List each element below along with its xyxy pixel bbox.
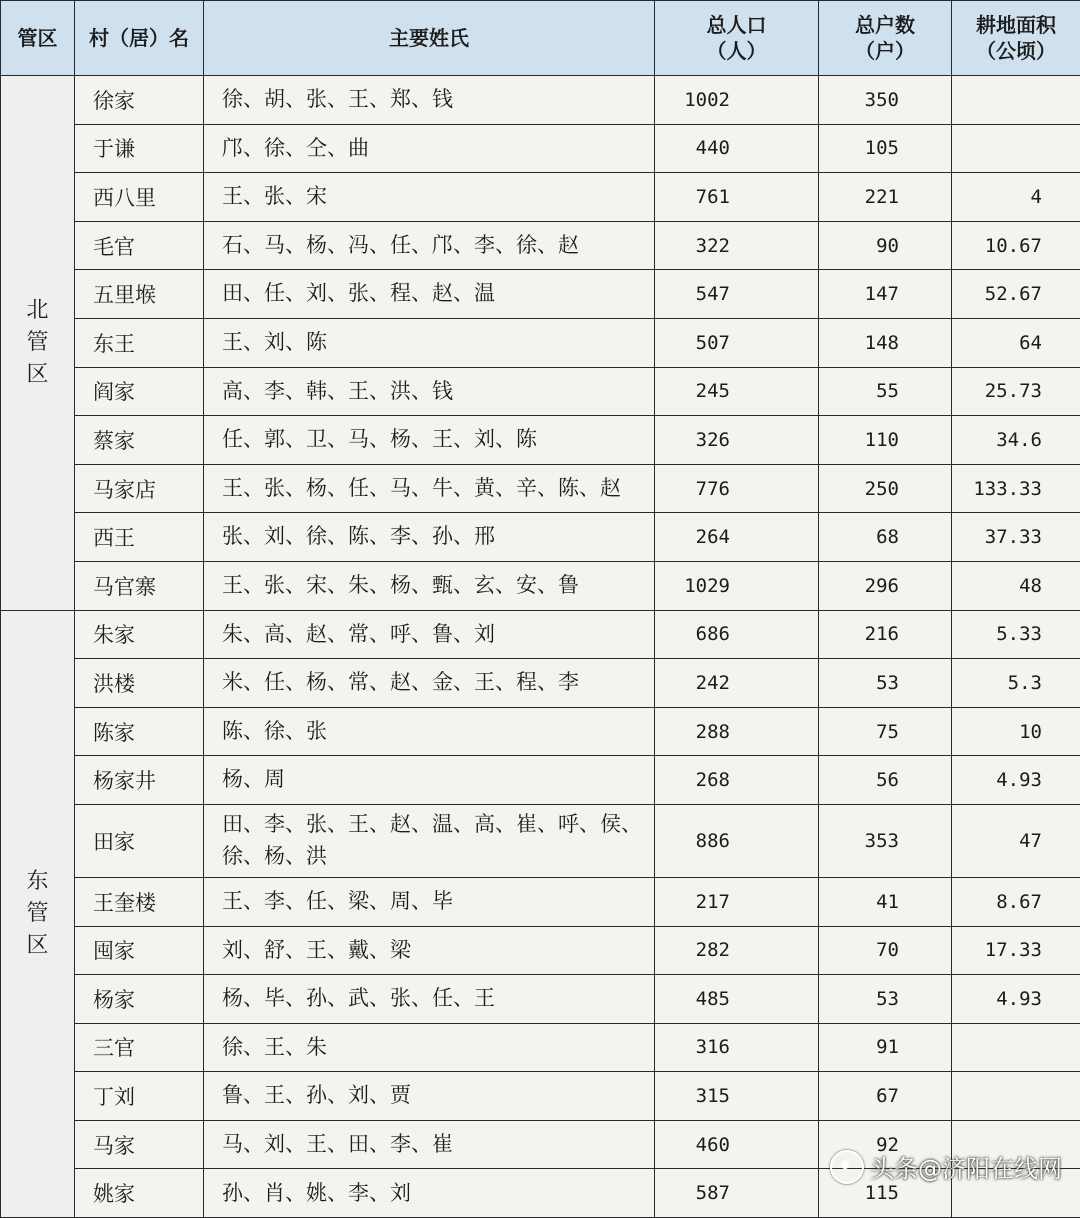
surnames-cell: 米、任、杨、常、赵、金、王、程、李 bbox=[204, 659, 655, 708]
households-cell: 105 bbox=[819, 124, 952, 173]
households-cell: 115 bbox=[819, 1169, 952, 1218]
table-row bbox=[1, 707, 1080, 756]
village-cell: 丁刘 bbox=[75, 1072, 204, 1121]
village-cell: 三官 bbox=[75, 1023, 204, 1072]
households-cell: 41 bbox=[819, 877, 952, 926]
population-cell: 245 bbox=[655, 367, 819, 416]
village-cell: 西八里 bbox=[75, 173, 204, 222]
table-row bbox=[1, 804, 1080, 877]
population-cell: 1002 bbox=[655, 76, 819, 125]
population-cell: 264 bbox=[655, 513, 819, 562]
area-cell: 17.33 bbox=[952, 926, 1080, 975]
watermark bbox=[830, 1149, 1062, 1184]
surnames-cell: 徐、王、朱 bbox=[204, 1023, 655, 1072]
surnames-cell: 刘、舒、王、戴、梁 bbox=[204, 926, 655, 975]
village-cell: 马官寨 bbox=[75, 561, 204, 610]
population-cell: 316 bbox=[655, 1023, 819, 1072]
village-cell: 洪楼 bbox=[75, 659, 204, 708]
households-cell: 53 bbox=[819, 975, 952, 1024]
population-cell: 326 bbox=[655, 416, 819, 465]
table-row bbox=[1, 877, 1080, 926]
surnames-cell: 石、马、杨、冯、任、邝、李、徐、赵 bbox=[204, 221, 655, 270]
surnames-cell: 杨、毕、孙、武、张、任、王 bbox=[204, 975, 655, 1024]
population-cell: 322 bbox=[655, 221, 819, 270]
population-cell: 440 bbox=[655, 124, 819, 173]
population-cell: 288 bbox=[655, 707, 819, 756]
village-cell: 徐家 bbox=[75, 76, 204, 125]
village-cell: 于谦 bbox=[75, 124, 204, 173]
district-char: 北 bbox=[26, 295, 50, 327]
table-row bbox=[1, 318, 1080, 367]
area-cell: 4.93 bbox=[952, 756, 1080, 805]
table-row bbox=[1, 124, 1080, 173]
surnames-cell: 王、刘、陈 bbox=[204, 318, 655, 367]
table-row bbox=[1, 221, 1080, 270]
table-row bbox=[1, 756, 1080, 805]
header-district: 管区 bbox=[1, 1, 75, 76]
households-cell: 68 bbox=[819, 513, 952, 562]
village-cell: 毛官 bbox=[75, 221, 204, 270]
table-row bbox=[1, 367, 1080, 416]
population-cell: 587 bbox=[655, 1169, 819, 1218]
households-cell: 92 bbox=[819, 1120, 952, 1169]
area-cell: 4 bbox=[952, 173, 1080, 222]
table-row bbox=[1, 1023, 1080, 1072]
surnames-cell: 邝、徐、仝、曲 bbox=[204, 124, 655, 173]
surnames-cell: 陈、徐、张 bbox=[204, 707, 655, 756]
table-row bbox=[1, 610, 1080, 659]
district-name bbox=[26, 866, 50, 962]
village-cell: 蔡家 bbox=[75, 416, 204, 465]
village-cell: 田家 bbox=[75, 804, 204, 877]
households-cell: 148 bbox=[819, 318, 952, 367]
district-char: 管 bbox=[26, 327, 50, 359]
district-char: 区 bbox=[26, 359, 50, 391]
surnames-cell: 任、郭、卫、马、杨、王、刘、陈 bbox=[204, 416, 655, 465]
surnames-cell: 王、张、杨、任、马、牛、黄、辛、陈、赵 bbox=[204, 464, 655, 513]
area-cell bbox=[952, 1023, 1080, 1072]
district-char: 管 bbox=[26, 898, 50, 930]
households-cell: 350 bbox=[819, 76, 952, 125]
population-cell: 547 bbox=[655, 270, 819, 319]
village-cell: 囤家 bbox=[75, 926, 204, 975]
surnames-cell: 高、李、韩、王、洪、钱 bbox=[204, 367, 655, 416]
header-area: 耕地面积 （公顷） bbox=[952, 1, 1080, 76]
households-cell: 221 bbox=[819, 173, 952, 222]
area-cell bbox=[952, 1072, 1080, 1121]
district-char: 区 bbox=[26, 930, 50, 962]
area-cell bbox=[952, 76, 1080, 125]
area-cell: 34.6 bbox=[952, 416, 1080, 465]
village-cell: 王奎楼 bbox=[75, 877, 204, 926]
area-cell: 37.33 bbox=[952, 513, 1080, 562]
population-cell: 886 bbox=[655, 804, 819, 877]
village-cell: 杨家井 bbox=[75, 756, 204, 805]
surnames-cell: 孙、肖、姚、李、刘 bbox=[204, 1169, 655, 1218]
households-cell: 110 bbox=[819, 416, 952, 465]
area-cell: 8.67 bbox=[952, 877, 1080, 926]
population-cell: 485 bbox=[655, 975, 819, 1024]
area-cell: 5.3 bbox=[952, 659, 1080, 708]
area-cell: 64 bbox=[952, 318, 1080, 367]
area-cell: 25.73 bbox=[952, 367, 1080, 416]
population-cell: 242 bbox=[655, 659, 819, 708]
households-cell: 147 bbox=[819, 270, 952, 319]
village-cell: 马家店 bbox=[75, 464, 204, 513]
table-body bbox=[1, 76, 1080, 1218]
surnames-cell: 王、张、宋、朱、杨、甄、玄、安、鲁 bbox=[204, 561, 655, 610]
area-cell: 47 bbox=[952, 804, 1080, 877]
village-cell: 陈家 bbox=[75, 707, 204, 756]
households-cell: 91 bbox=[819, 1023, 952, 1072]
households-cell: 67 bbox=[819, 1072, 952, 1121]
area-cell: 133.33 bbox=[952, 464, 1080, 513]
surnames-cell: 张、刘、徐、陈、李、孙、邢 bbox=[204, 513, 655, 562]
households-cell: 90 bbox=[819, 221, 952, 270]
table-row bbox=[1, 1072, 1080, 1121]
population-cell: 282 bbox=[655, 926, 819, 975]
table-row bbox=[1, 76, 1080, 125]
population-cell: 761 bbox=[655, 173, 819, 222]
households-cell: 216 bbox=[819, 610, 952, 659]
surnames-cell: 朱、高、赵、常、呼、鲁、刘 bbox=[204, 610, 655, 659]
table-row bbox=[1, 416, 1080, 465]
households-cell: 53 bbox=[819, 659, 952, 708]
watermark-text: 头条@济阳在线网 bbox=[870, 1149, 1062, 1184]
households-cell: 353 bbox=[819, 804, 952, 877]
table-row bbox=[1, 561, 1080, 610]
surnames-cell: 王、张、宋 bbox=[204, 173, 655, 222]
district-cell bbox=[1, 610, 75, 1218]
table-header-row bbox=[1, 1, 1080, 76]
area-cell: 10.67 bbox=[952, 221, 1080, 270]
area-cell: 5.33 bbox=[952, 610, 1080, 659]
surnames-cell: 马、刘、王、田、李、崔 bbox=[204, 1120, 655, 1169]
district-char: 东 bbox=[26, 866, 50, 898]
surnames-cell: 鲁、王、孙、刘、贾 bbox=[204, 1072, 655, 1121]
village-cell: 朱家 bbox=[75, 610, 204, 659]
population-cell: 268 bbox=[655, 756, 819, 805]
header-households: 总户数 （户） bbox=[819, 1, 952, 76]
village-cell: 姚家 bbox=[75, 1169, 204, 1218]
households-cell: 56 bbox=[819, 756, 952, 805]
households-cell: 55 bbox=[819, 367, 952, 416]
area-cell bbox=[952, 124, 1080, 173]
table-row bbox=[1, 659, 1080, 708]
village-cell: 杨家 bbox=[75, 975, 204, 1024]
table-row bbox=[1, 173, 1080, 222]
village-cell: 阎家 bbox=[75, 367, 204, 416]
table-row bbox=[1, 270, 1080, 319]
population-cell: 217 bbox=[655, 877, 819, 926]
table-row bbox=[1, 975, 1080, 1024]
surnames-cell: 田、任、刘、张、程、赵、温 bbox=[204, 270, 655, 319]
households-cell: 75 bbox=[819, 707, 952, 756]
households-cell: 296 bbox=[819, 561, 952, 610]
area-cell: 48 bbox=[952, 561, 1080, 610]
table-row bbox=[1, 513, 1080, 562]
population-cell: 460 bbox=[655, 1120, 819, 1169]
population-cell: 776 bbox=[655, 464, 819, 513]
households-cell: 250 bbox=[819, 464, 952, 513]
population-cell: 315 bbox=[655, 1072, 819, 1121]
header-population: 总人口 （人） bbox=[655, 1, 819, 76]
header-surnames: 主要姓氏 bbox=[204, 1, 655, 76]
population-cell: 507 bbox=[655, 318, 819, 367]
village-cell: 东王 bbox=[75, 318, 204, 367]
header-village: 村（居）名 bbox=[75, 1, 204, 76]
district-name bbox=[26, 295, 50, 391]
surnames-cell: 王、李、任、梁、周、毕 bbox=[204, 877, 655, 926]
table-row bbox=[1, 926, 1080, 975]
area-cell: 4.93 bbox=[952, 975, 1080, 1024]
population-cell: 686 bbox=[655, 610, 819, 659]
surnames-cell: 田、李、张、王、赵、温、高、崔、呼、侯、徐、杨、洪 bbox=[204, 804, 655, 877]
village-cell: 五里堠 bbox=[75, 270, 204, 319]
village-cell: 西王 bbox=[75, 513, 204, 562]
population-cell: 1029 bbox=[655, 561, 819, 610]
watermark-logo-icon bbox=[830, 1150, 864, 1184]
surnames-cell: 徐、胡、张、王、郑、钱 bbox=[204, 76, 655, 125]
district-cell bbox=[1, 76, 75, 611]
area-cell: 10 bbox=[952, 707, 1080, 756]
area-cell: 52.67 bbox=[952, 270, 1080, 319]
village-cell: 马家 bbox=[75, 1120, 204, 1169]
surnames-cell: 杨、周 bbox=[204, 756, 655, 805]
table-row bbox=[1, 464, 1080, 513]
households-cell: 70 bbox=[819, 926, 952, 975]
